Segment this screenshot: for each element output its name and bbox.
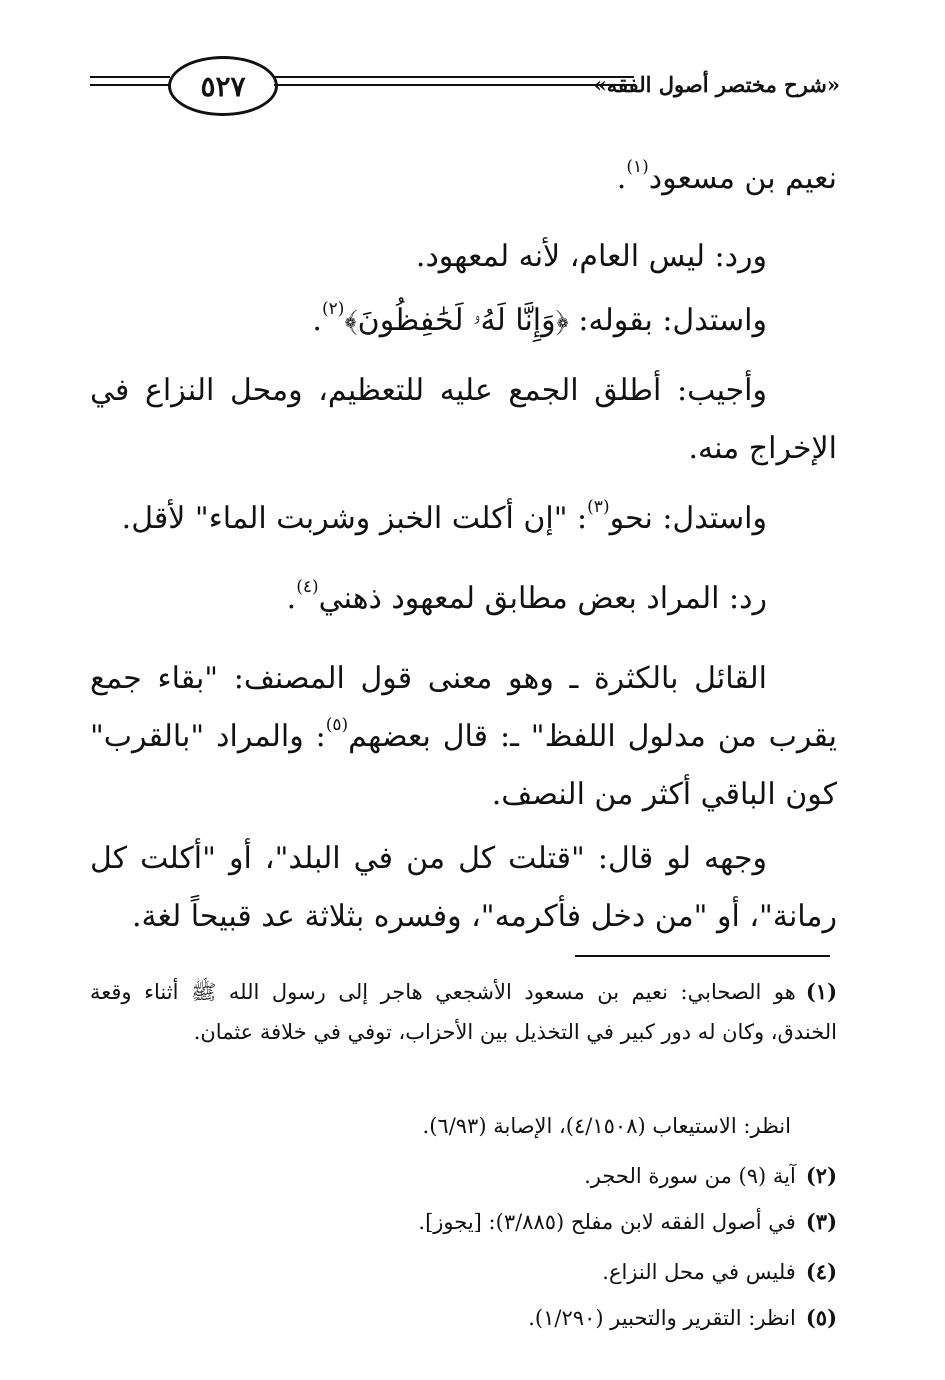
footnote-ref[interactable]: (٢)	[321, 299, 345, 319]
footnote-number: (١)	[805, 979, 837, 1004]
text: : والمراد "بالقرب" كون الباقي أكثر من النصف.	[90, 719, 837, 812]
header-rule	[90, 84, 170, 86]
text: .	[616, 161, 627, 196]
page-number: ٥٢٧	[168, 56, 278, 116]
footnote-ref[interactable]: (٤)	[296, 577, 319, 597]
footnote-text: فليس في محل النزاع.	[602, 1260, 796, 1284]
page-header	[90, 52, 840, 122]
text: واستدل: نحو	[609, 501, 767, 536]
paragraph: ورد: ليس العام، لأنه لمعهود.	[415, 239, 767, 274]
footnote-text: آية (٩) من سورة الحجر.	[584, 1164, 796, 1188]
header-rule	[274, 84, 634, 86]
footnote	[90, 972, 837, 1052]
footnote-ref[interactable]: (١)	[626, 157, 649, 177]
text: رد: المراد بعض مطابق لمعهود ذهني	[318, 581, 767, 616]
footnote-number: (٣)	[805, 1209, 837, 1234]
footnote-number: (٢)	[805, 1163, 837, 1188]
footnote-text: انظر: الاستيعاب (٤/١٥٠٨)، الإصابة (٦/٩٣).	[422, 1114, 791, 1138]
running-title: «شرح مختصر أصول الفقه»	[593, 72, 840, 97]
paragraph	[90, 490, 837, 548]
text: نعيم بن مسعود	[648, 161, 837, 196]
paragraph	[90, 292, 837, 350]
text: القائل بالكثرة ـ وهو معنى قول المصنف: "بقاء جمع يقرب من مدلول اللفظ" ـ: قال بعضهم	[90, 661, 837, 754]
text: : "إن أكلت الخبز وشربت الماء" لأقل.	[121, 501, 588, 536]
text: .	[312, 303, 322, 338]
footnote	[90, 1252, 837, 1292]
footnote	[90, 1156, 837, 1196]
footnote-text: في أصول الفقه لابن مفلح (٣/٨٨٥): [يجوز].	[418, 1210, 796, 1234]
text: .	[286, 581, 297, 616]
footnote-text: هو الصحابي: نعيم بن مسعود الأشجعي هاجر إلى رسول الله ﷺ أثناء وقعة الخندق، وكان له دور كبير في التخذيل بين الأحزاب، توفي في خلافة عثمان.	[90, 980, 837, 1044]
footnote-number: (٥)	[805, 1305, 837, 1330]
footnote-ref[interactable]: (٣)	[587, 497, 610, 517]
footnote	[90, 1202, 837, 1242]
footnote	[90, 1298, 837, 1338]
footnote-number: (٤)	[805, 1259, 837, 1284]
paragraph	[90, 150, 837, 208]
header-rule	[90, 76, 170, 78]
footnote-ref[interactable]: (٥)	[325, 715, 349, 735]
paragraph	[90, 650, 837, 824]
footnote-divider	[575, 955, 830, 957]
footnote-text: انظر: التقرير والتحبير (١/٢٩٠).	[528, 1306, 796, 1330]
header-rule	[274, 76, 634, 78]
paragraph	[90, 570, 837, 628]
text: واستدل: بقوله: ﴿وَإِنَّا لَهُۥ لَحَٰفِظُونَ﴾	[344, 303, 767, 338]
paragraph: وجهه لو قال: "قتلت كل من في البلد"، أو "أكلت كل رمانة"، أو "من دخل فأكرمه"، وفسره بثلاثة عد قبيحاً لغة.	[90, 841, 837, 934]
paragraph: وأجيب: أطلق الجمع عليه للتعظيم، ومحل النزاع في الإخراج منه.	[90, 373, 837, 466]
footnote	[90, 1106, 837, 1146]
